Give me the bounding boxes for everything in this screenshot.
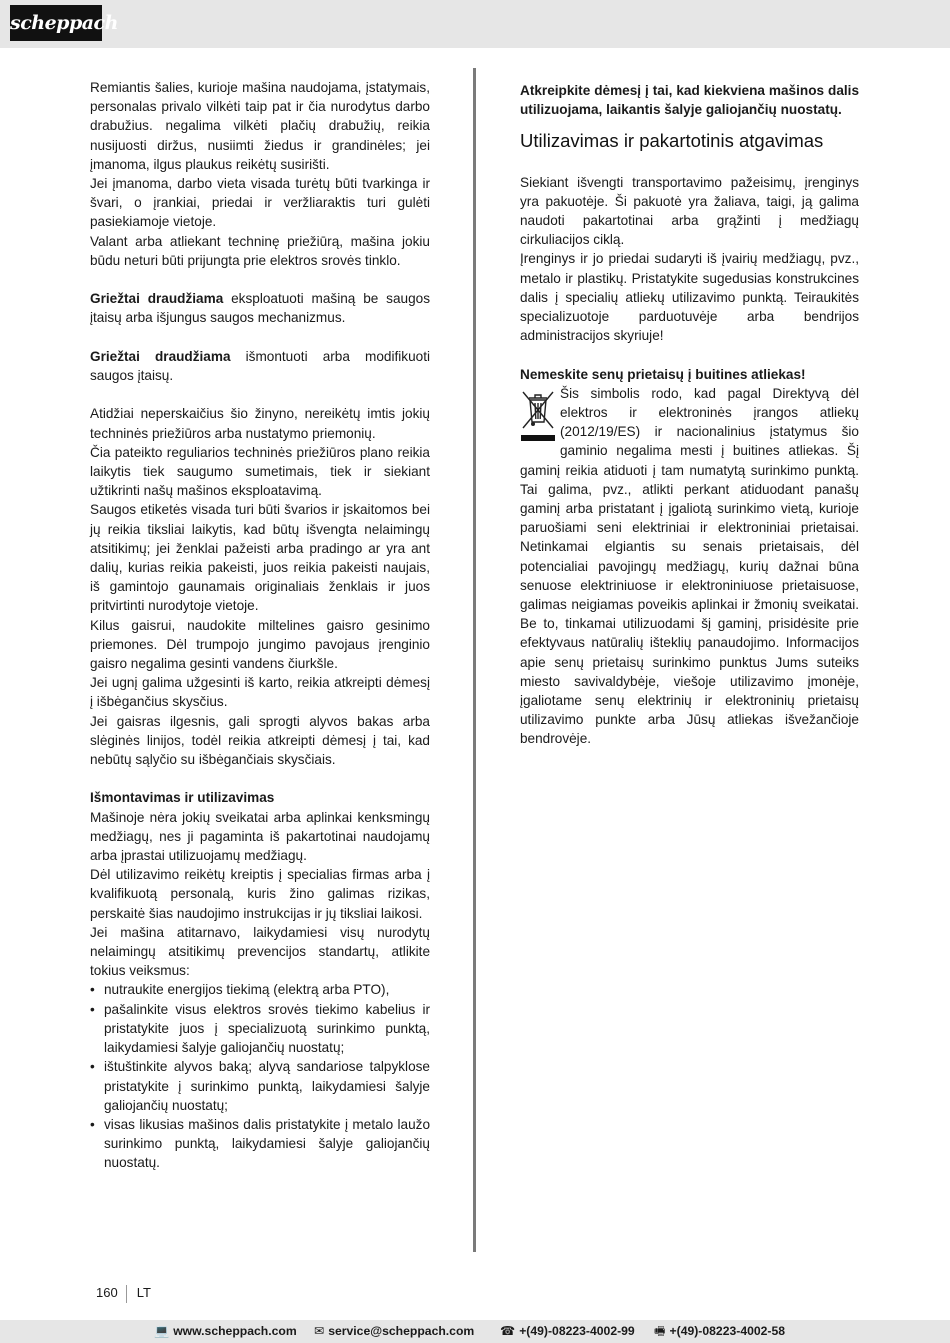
fax-number	[654, 1320, 785, 1343]
paragraph: Kilus gaisrui, naudokite miltelines gaisro gesinimo priemones. Dėl trumpojo jungimo pavojaus įrenginio gaisro negalima gesinti vandens čiurkšle.	[90, 617, 430, 672]
paragraph-text: eksploatuoti mašiną be saugos įtaisų arba išjungus saugos mechanizmus.	[90, 291, 430, 326]
paragraph	[90, 347, 430, 385]
brand-logo: scheppach	[10, 5, 102, 41]
telephone-icon: ☎	[500, 1324, 516, 1338]
phone-text: +(49)-08223-4002-99	[519, 1324, 635, 1338]
section-title: Utilizavimas ir pakartotinis atgavimas	[520, 130, 824, 152]
column-divider	[473, 68, 476, 1252]
paragraph: Įrenginys ir jo priedai sudaryti iš įvairių medžiagų, pvz., metalo ir plastikų. Pristatykite sugedusias konstrukcines dalis į specialių atliekų utilizavimo punktą. Teiraukitės specializuotoje parduotuvėje arba bendrijos administracijos skyriuje!	[520, 251, 859, 344]
paragraph: Mašinoje nėra jokių sveikatai arba aplinkai kenksmingų medžiagų, nes ji pagaminta iš pakartotinai naudojamų arba įprastai utilizuojamų medžiagų.	[90, 809, 430, 864]
weee-paragraph	[520, 384, 859, 749]
list-item: • pašalinkite visus elektros srovės tiekimo kabelius ir pristatykite juos į specializuotą surinkimo punktą, laikydamiesi šalyje galiojančių nuostatų;	[90, 1000, 430, 1058]
phone-number	[500, 1320, 635, 1343]
paragraph: Jei ugnį galima užgesinti iš karto, reikia atkreipti dėmesį į išbėgančius skysčius.	[90, 675, 430, 710]
list-item: • visas likusias mašinos dalis pristatykite į metalo laužo surinkimo punktą, laikydamiesi šalyje galiojančių nuostatų.	[90, 1115, 430, 1173]
paragraph: Čia pateikto reguliarios techninės priežiūros plano reikia laikytis tiek saugumo sumetimais, tiek ir siekiant užtikrinti našų mašinos eksploatavimą.	[90, 444, 430, 499]
paragraph: Šis simbolis rodo, kad pagal Direktyvą dėl elektros ir elektroninės įrangos atliekų (2012/19/ES) ir nacionalinius įstatymus šio gaminio negalima mesti į buitines atliekas. Šį gaminį reikia atiduoti į tam numatytą surinkimo punktą. Tai galima, pvz., atlikti perkant atiduodant panašų gaminį arba pristatant į įgaliotą surinkimo vietą, kurioje paruošiami seni elektriniai ir elektroniniai prietaisai. Netinkamai elgiantis su senais prietaisais, dėl potencialiai pavojingų medžiagų, kurių dažnai būna senuose elektriniuose ir elektroniniuose prietaisuose, galimas neigiamas poveikis aplinkai ir žmonių sveikatai. Be to, tinkamai utilizuodami šį gaminį, prisidėsite prie efektyvaus natūralių išteklių panaudojimo. Informacijos apie senų prietaisų surinkimo punktus Jums suteiks miesto savivaldybėje, viešoje utilizavimo įmonėje, įgaliotame senų elektrinių ir elektroninių prietaisų utilizavimo punkte arba Jūsų atliekas išvežančioje bendrovėje.	[520, 385, 859, 747]
email-text: service@scheppach.com	[328, 1324, 475, 1338]
crossed-out-wheelie-bin-icon	[520, 386, 556, 444]
list-item: • ištuštinkite alyvos baką; alyvą sandariose talpyklose pristatykite į surinkimo punktą, laikydamiesi šalyje galiojančių nuostatų;	[90, 1057, 430, 1115]
paragraph: Valant arba atliekant techninę priežiūrą, mašina jokiu būdu neturi būti prijungta prie elektros srovės tinklo.	[90, 233, 430, 268]
paragraph: Jei įmanoma, darbo vieta visada turėtų būti tvarkinga ir švari, o įrankiai, priedai ir veržliaraktis turi gulėti pasiekiamoje vietoje.	[90, 176, 430, 230]
header-bar	[0, 0, 950, 48]
contact-bar	[0, 1320, 950, 1343]
paragraph	[90, 289, 430, 327]
website-link[interactable]	[154, 1320, 297, 1343]
paragraph-text: išmontuoti arba modifikuoti saugos įtaisų.	[90, 348, 431, 384]
left-column	[90, 78, 430, 1173]
page-footer	[96, 1283, 151, 1303]
section-heading: Nemeskite senų prietaisų į buitines atliekas!	[520, 366, 806, 382]
fax-icon: 🖷	[654, 1324, 666, 1338]
email-link[interactable]	[314, 1320, 474, 1343]
paragraph: Jei mašina atitarnavo, laikydamiesi visų nurodytų nelaimingų atsitikimų prevencijos standartų, atlikite tokius veiksmus:	[90, 924, 430, 979]
list-item: • nutraukite energijos tiekimą (elektrą arba PTO),	[90, 980, 430, 999]
website-text: www.scheppach.com	[173, 1324, 297, 1338]
paragraph: Siekiant išvengti transportavimo pažeisimų, įrenginys yra pakuotėje. Ši pakuotė yra žaliava, taigi, ją galima naudoti pakartotinai arba grąžinti į medžiagų cirkuliacijos ciklą.	[520, 174, 859, 248]
paragraph: Dėl utilizavimo reikėtų kreiptis į specialias firmas arba į kvalifikuotą personalą, kuris žino galimas rizikas, perskaitė šias naudojimo instrukcijas ir jų tiksliai laikosi.	[90, 867, 430, 921]
notice-text: Atkreipkite dėmesį į tai, kad kiekviena mašinos dalis utilizuojama, laikantis šalyje galiojančių nuostatų.	[520, 83, 859, 118]
fax-text: +(49)-08223-4002-58	[669, 1324, 786, 1338]
paragraph: Saugos etiketės visada turi būti švarios ir įskaitomos bei jų reikia tiksliai laikytis, kad būtų išvengta nelaimingų atsitikimų; jei ženklai pažeisti arba pradingo ar yra ant dalių, kurias reikia pakeisti, juos reikia pakeisti naujais, iš gamintojo gaunamais originaliais ženklais ir juos pritvirtinti nurodytoje vietoje.	[90, 502, 430, 614]
envelope-icon: ✉	[314, 1324, 325, 1338]
disposal-steps-list	[90, 980, 430, 1172]
emphasis: Griežtai draudžiama	[90, 348, 231, 364]
right-column	[520, 81, 859, 749]
emphasis: Griežtai draudžiama	[90, 291, 224, 307]
paragraph: Jei gaisras ilgesnis, gali sprogti alyvos bakas arba slėginės linijos, todėl reikia atkreipti dėmesį į tai, kad nebūtų sąlyčio su išbėgančiais skysčiais.	[90, 713, 430, 768]
page-number: 160	[96, 1285, 118, 1300]
computer-icon: 💻	[154, 1324, 170, 1338]
paragraph: Remiantis šalies, kurioje mašina naudojama, įstatymais, personalas privalo vilkėti taip pat ir čia nurodytus darbo drabužius. negalima vilkėti plačių drabužių, reikia nusijuosti diržus, nusiimti žiedus ir grandinėles; jei įmanoma, ilgus plaukus reikėtų susirišti.	[90, 80, 430, 172]
language-code: LT	[136, 1285, 151, 1300]
paragraph: Atidžiai neperskaičius šio žinyno, nereikėtų imtis jokių techninės priežiūros arba nustatymo priemonių.	[90, 406, 430, 441]
section-heading: Išmontavimas ir utilizavimas	[90, 790, 275, 806]
